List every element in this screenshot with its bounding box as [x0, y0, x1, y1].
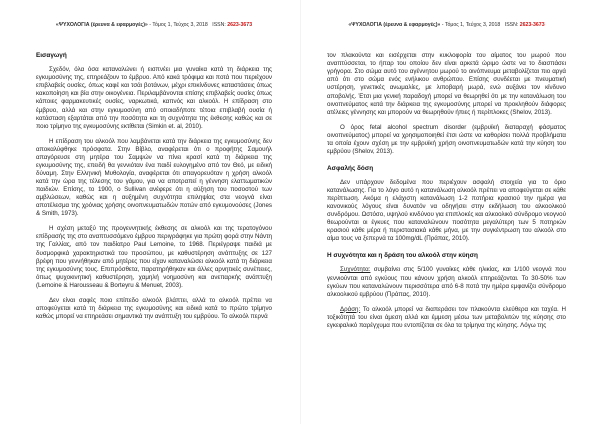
page-header [36, 22, 272, 28]
volume-info: - Τόμος 1, Τεύχος 3, 2018 [441, 22, 501, 28]
paragraph: Δεν υπάρχουν δεδομένα που περιέχουν ασφαλή στοιχεία για το όριο κατανάλωσης. Για το λόγο αυτό η κατανάλωση αλκοόλ πρέπει να αποφεύγεται σε κάθε περίπτωση. Ακόμα η ελάχιστη κατανάλωση 1-2 ποτήρια κρασιού την ημέρα για κανονικούς λόγους είναι δυνατόν να οδηγήσει στην εκδήλωση του αλκοολικού συνδρόμου. Ωστόσο, υψηλού κινδύνου για επιπλοκές και αλκοολικό σύνδρομο νεογνού θεωρούνται οι έγκυες που καταναλώνουν ποσότητα μεγαλύτερη των 5 ποτηριών κρασιού κάθε μέρα ή περιστασιακά κάθε μήνα, με την συγκέντρωση του αλκοόλ στο αίμα τους να ξεπερνά τα 100mg/dL (Πράπας, 2010). [327, 178, 566, 243]
paragraph: τον πλακούντα και εισέρχεται στην κυκλοφορία του αίματος του μωρού που αναπτύσσεται, το ήπαρ του οποίου δεν είναι αρκετά ώριμο ώστε να το διασπάσει γρήγορα. Στο σώμα αυτό του αγέννητου μωρού το οινόπνευμα μεταβολίζεται πιο αργά από ότι στο σώμα ενός ενήλικου ανθρώπου. Επίσης συνδέεται με πνευματική υστέρηση, γενετικές ανωμαλίες, με λιποβαρή μωρά, ενώ αυξάνει τον κίνδυνο αποβολής. Έτσι μια γενική παραδοχή μπορεί να θεωρηθεί ότι με την κατανάλωση του οινοπνεύματος κατά την διάρκεια της εγκυμοσύνης μπορεί να προκληθούν διάφορες ατέλειες γέννησης και μπορούν να θεωρηθούν ήπιες ή περίπλοκες (Shelov, 2013). [327, 52, 566, 116]
page-header [327, 22, 566, 28]
volume-info: - Τόμος 1, Τεύχος 3, 2018 [149, 22, 208, 28]
issn-value: 2623-3673 [227, 22, 253, 28]
journal-title: «ΨΥΧΟΛΟΓΙΑ (έρευνα & εφαρμογές)» [55, 22, 148, 28]
underlined-term: Δράση: [340, 305, 361, 313]
page-body [327, 52, 566, 330]
section-heading: Εισαγωγή [36, 52, 67, 60]
underlined-term: Συχνότητα: [340, 266, 371, 274]
paragraph: Ο όρος fetal alcohol spectrum disorder (εμβρυϊκή διαταραχή φάσματος οινοπνεύματος) μπορεί να χρησιμοποιηθεί έτσι ώστε να καθορίσει πολλά προβλήματα τα οποία έχουν σχέση με την εμβρυϊκή χρήση οινοπνευματωδών κατά την κύηση του εμβρύου (Shelov, 2013). [327, 123, 566, 155]
paragraph: Σχεδόν, όλα όσα καταναλώνει ή εισπνέει μια γυναίκα κατά τη διάρκεια της εγκυμοσύνης της, επηρεάζουν το έμβρυο. Από κακά τρόφιμα και ποτά που περιέχουν επιβλαβείς ουσίες, όπως καφέ και τσάι βοτάνων, μέχρι επικίνδυνες καταστάσεις όπως κακοποίηση και βία στην οικογένεια. Περιλαμβάνονται επίσης επιβλαβείς ουσίες όπως κάποιες φαρμακευτικές ουσίες, ναρκωτικά, καπνός και αλκοόλ. Η επίδραση στο έμβρυο, αλλά και στην εγκυμοσύνη από οποιαδήποτε τέτοια επιβλαβή ουσία ή κατάσταση εξαρτάται από την ποσότητα και τη συχνότητα της έκθεσης καθώς και σε ποιο τρίμηνο της εγκυμοσύνης εκτίθεται (Simkin et. al, 2010). [36, 66, 272, 130]
section-heading: Η συχνότητα και η δράση του αλκοόλ στην κύηση [327, 252, 478, 260]
section-heading: Ασφαλής δόση [327, 164, 374, 172]
issn-value: 2623-3673 [519, 22, 545, 28]
page-right [300, 0, 600, 424]
paragraph: Συχνότητα: συμβαίνει στις 5/100 γυναίκες κάθε ηλικίας, και 1/100 νεογνά που γεννιούνται από εγκύους που κάνουν χρήση αλκοόλ επηρεάζονται. Το 30-50% των εγκύων που καταναλώνουν περισσότερα από 6-8 ποτά την ημέρα εμφανίζει σύνδρομο αλκοολικού εμβρύου (Πράπας, 2010). [327, 266, 566, 298]
issn-label: ISSN: [212, 22, 226, 28]
page-body [36, 52, 272, 321]
paragraph: Η σχέση μεταξύ της προγεννητικής έκθεσης σε αλκοόλ και της τερατογόνου επίδρασής της στο αναπτυσσόμενο έμβρυο περιγράφηκε για πρώτη φορά στην Νάντη της Γαλλίας, από τον παιδίατρο Paul Lemoine, το 1968. Περιέγραψε παιδιά με δυσμορφικά χαρακτηριστικά του προσώπου, με καθυστέρηση ανάπτυξης σε 127 βρέφη που γεννήθηκαν από μητέρες που είχαν καταναλώσει αλκοόλ κατά τη διάρκεια της εγκυμοσύνης τους. Επιπρόσθετα, παρατηρήθηκαν και άλλες αρνητικές συνέπειες, όπως ψυχοκινητική καθυστέρηση, χαμηλή νοημοσύνη και ανεπαρκής ανάπτυξη (Lemoine & Harousseau & Borteyru & Menuet, 2003). [36, 225, 272, 289]
issn-label: ISSN: [504, 22, 519, 28]
paragraph: Η επίδραση του αλκοόλ που λαμβάνεται κατά την διάρκεια της εγκυμοσύνης δεν αποκαλύφθηκε πρόσφατα. Στην Βίβλο, αναφέρεται ότι ο προφήτης Σαμουήλ απαγόρευσε στη μητέρα του Σαμψών να πίνει κρασί κατά τη διάρκεια της εγκυμοσύνης της, επειδή θα γεννιόταν ένα παιδί ευλογημένο από τον Θεό, με ειδική δύναμη. Στην Ελληνική Μυθολογία, αναφέρεται ότι απαγορευόταν η χρήση αλκοόλ κατά την ώρα της τέλεσης του γάμου, για να αποτραπεί η γέννηση ελαττωματικών παιδιών. Επίσης, το 1900, ο Sullivan ανέφερε ότι η αύξηση του ποσοστού των αμβλώσεων, καθώς και η αυξημένη συχνότητα επιληψίας στα νεογνά είναι αποτέλεσμα της χρόνιας χρήσης οινοπνευματωδών ποτών από εγκυμονούσες (Jones & Smith, 1973). [36, 137, 272, 218]
paragraph: Δράση: Το αλκοόλ μπορεί να διαπεράσει τον πλακούντα ελεύθερα και ταχέα. Η τοξικότητά του είναι άμεση αλλά και έμμεση μέσω των μεταβολιτών της κύησης στο εγκεφαλικό παρέγχυμα που εντοπίζεται σε όλα τα τρίμηνα της κύησης. Λόγω της [327, 305, 566, 329]
journal-title: «ΨΥΧΟΛΟΓΙΑ (έρευνα & εφαρμογές)» [348, 22, 441, 28]
paragraph: Δεν είναι σαφές ποιο επίπεδο αλκοόλ βλάπτει, αλλά το αλκοόλ πρέπει να αποφεύγεται κατά τη διάρκεια της εγκυμοσύνης και ειδικά κατά το πρώτο τρίμηνο καθώς μπορεί να επηρεάσει σημαντικά την ανάπτυξη του εμβρύου. Το αλκοόλ περνά [36, 296, 272, 320]
